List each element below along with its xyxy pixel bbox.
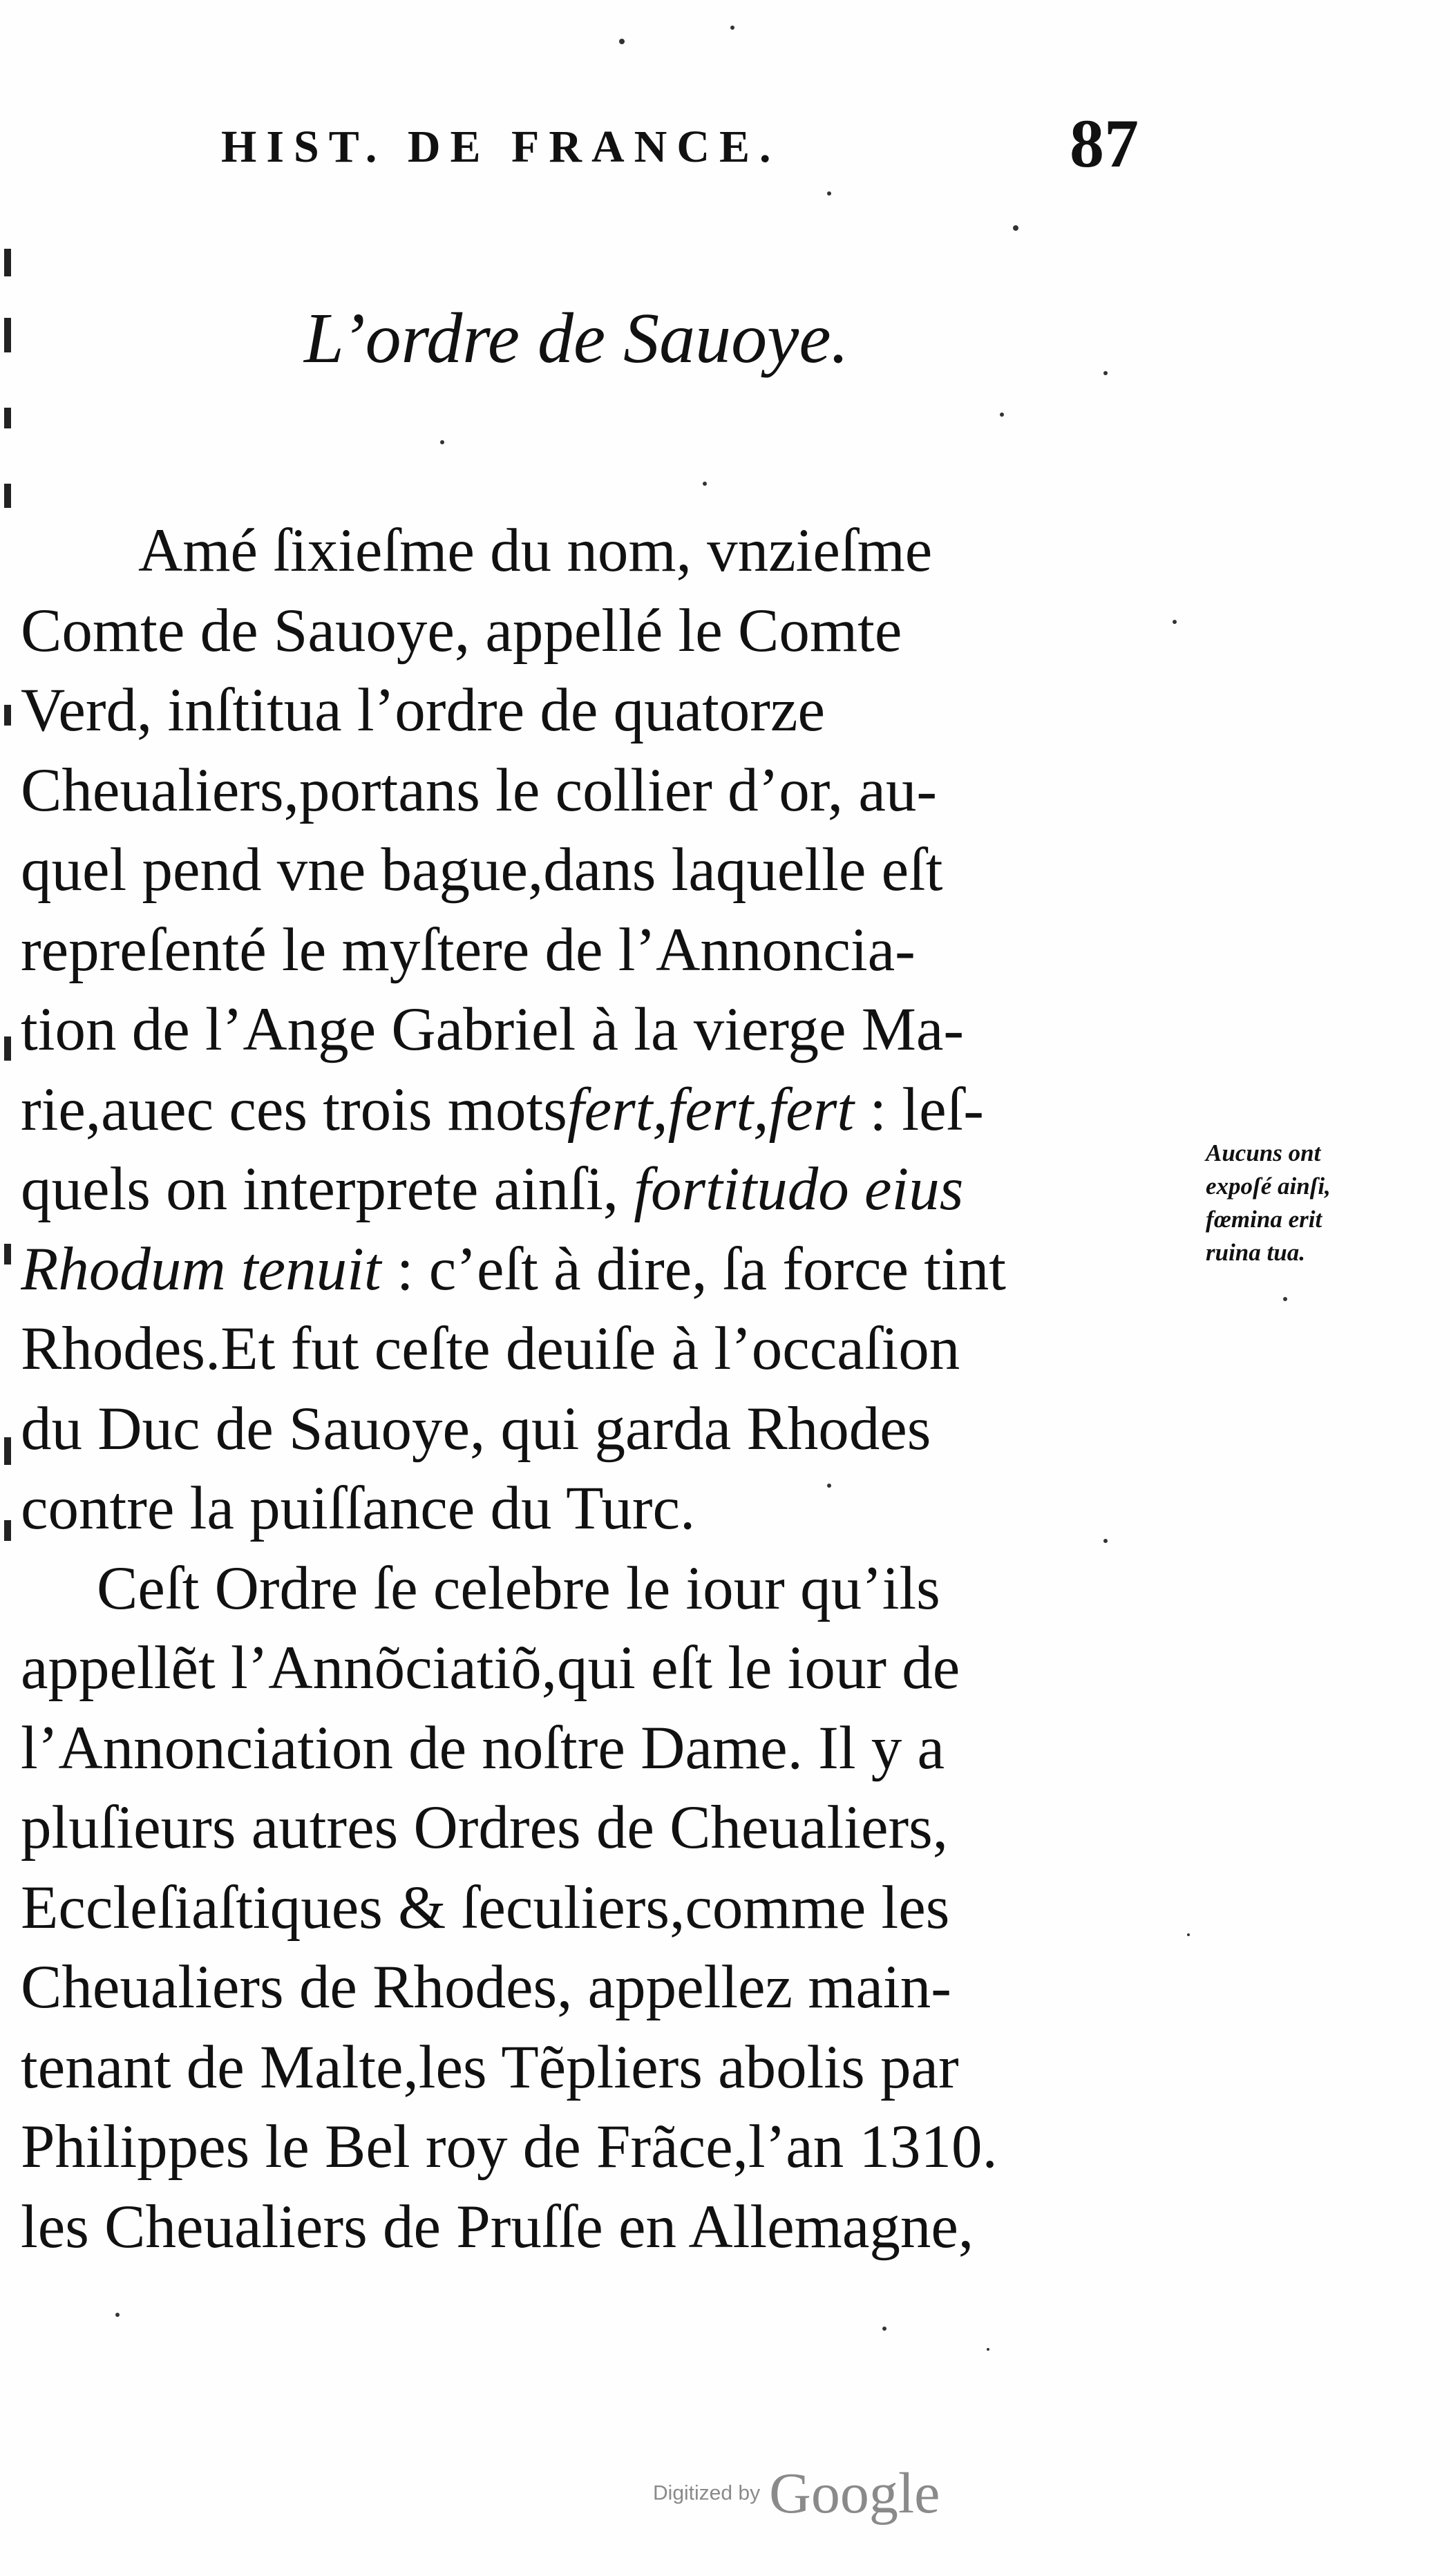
text-segment: rie,auec ces trois mots <box>21 1075 567 1144</box>
text-line: Comte de Sauoye, appellé le Comte <box>21 596 902 665</box>
italic-segment: fortitudo eius <box>634 1155 964 1223</box>
margin-note-line: ruina tua. <box>1206 1239 1305 1266</box>
text-line: l’Annonciation de noſtre Dame. Il y a <box>21 1714 945 1782</box>
google-logo: Google <box>769 2461 940 2526</box>
text-line: du Duc de Sauoye, qui garda Rhodes <box>21 1394 931 1463</box>
text-line: les Cheualiers de Pruſſe en Allemagne, <box>21 2193 974 2261</box>
text-line: tenant de Malte,les Tẽpliers abolis par <box>21 2033 959 2101</box>
text-segment: quels on interprete ainſi, <box>21 1155 634 1223</box>
text-line: Ceſt Ordre ſe celebre le iour qu’ils <box>97 1554 940 1622</box>
text-line: appellẽt l’Annõciatiõ,qui eſt le iour de <box>21 1634 960 1702</box>
italic-segment: fert,fert,fert <box>567 1075 855 1144</box>
text-segment: : c’eſt à dire, ſa force tint <box>381 1235 1006 1303</box>
text-line: Amé ſixieſme du nom, vnzieſme <box>138 517 933 585</box>
text-line <box>21 1070 1195 1150</box>
binding-edge-marks <box>0 207 21 1797</box>
page-number: 87 <box>1070 105 1139 182</box>
body-text <box>21 511 1195 2267</box>
margin-note <box>1206 1137 1434 1269</box>
margin-note-line: fœmina erit <box>1206 1206 1322 1233</box>
text-line: Philippes le Bel roy de Frãce,l’an 1310. <box>21 2113 998 2181</box>
text-line <box>21 1230 1195 1310</box>
margin-note-line: expoſé ainſi, <box>1206 1173 1331 1200</box>
running-head: HIST. DE FRANCE. <box>221 122 781 172</box>
text-line: quel pend vne bague,dans laquelle eſt <box>21 836 943 904</box>
margin-note-line: Aucuns ont <box>1206 1139 1321 1166</box>
section-title: L’ordre de Sauoye. <box>304 299 849 378</box>
text-line: Cheualiers,portans le collier d’or, au- <box>21 756 938 824</box>
text-line: Cheualiers de Rhodes, appellez main- <box>21 1953 951 2021</box>
text-line <box>21 1150 1195 1230</box>
digitized-watermark <box>653 2460 940 2527</box>
text-line: Eccleſiaſtiques & ſeculiers,comme les <box>21 1873 950 1942</box>
digitized-label: Digitized by <box>653 2481 761 2505</box>
text-segment: : leſ- <box>854 1075 984 1144</box>
text-line: repreſenté le myſtere de l’Annoncia- <box>21 916 916 984</box>
italic-segment: Rhodum tenuit <box>21 1235 381 1303</box>
text-line: tion de l’Ange Gabriel à la vierge Ma- <box>21 996 964 1063</box>
text-line: Rhodes.Et fut ceſte deuiſe à l’occaſion <box>21 1315 960 1383</box>
text-line: Verd, inſtitua l’ordre de quatorze <box>21 676 825 744</box>
text-line: pluſieurs autres Ordres de Cheualiers, <box>21 1794 948 1862</box>
text-line: contre la puiſſance du Turc. <box>21 1475 696 1542</box>
